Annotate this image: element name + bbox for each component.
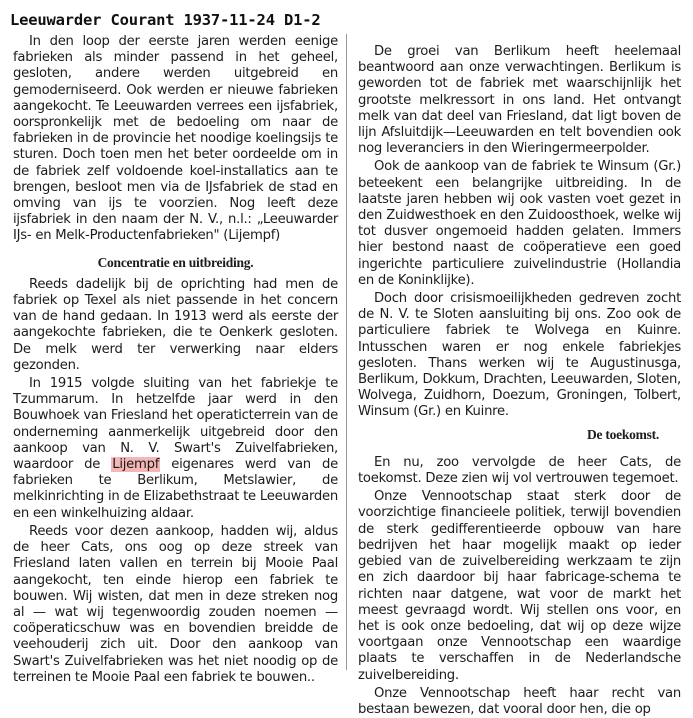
- newspaper-header: Leeuwarder Courant 1937-11-24 D1-2: [10, 11, 321, 29]
- section-heading-toekomst: De toekomst.: [587, 426, 659, 442]
- left-paragraph-2: Reeds dadelijk bij de oprichting had men de fabriek op Texel als niet passende in het concern van de hand gedaan. In 1913 werd als eerste der aangekochte fabrieken, die te Oenkerk gesloten. De melk werd ter verwerking naar elders gezonden.: [13, 276, 338, 373]
- left-paragraph-4: Reeds voor dezen aankoop, hadden wij, aldus de heer Cats, ons oog op deze streek van Friesland laten vallen en terrein bij Mooie Paal aangekocht, ten einde hierop een fabriek te bouwen. Wij wisten, dat men in deze streken nog al — wat wij tegenwoordig zouden noemen — coöperaticschuw was en bovendien breidde de veehouderij zich uit. Door den aankoop van Swart's Zuivelfabrieken was het niet noodig op de terreinen te Mooie Paal een fabriek te bouwen..: [13, 523, 338, 685]
- left-paragraph-3-end: eigenares werd van de fabrieken te Berlikum, Metslawier, de melkinrichting in de Elizabethstraat te Leeuwarden en een winkelhuizing aldaar.: [13, 457, 338, 521]
- right-paragraph-3: Doch door crisismoeilijkheden gedreven zocht de N. V. te Sloten aansluiting bij ons. Zoo ook de particuliere fabriek te Wolvega en Kuinre. Intusschen waren er nog enkele fabriekjes gesloten. Thans werken wij te Augustinusga, Berlikum, Dokkum, Drachten, Leeuwarden, Sloten, Wolvega, Zuidhorn, Doezum, Groningen, Tolbert, Winsum (Gr.) en Kuinre.: [358, 291, 681, 420]
- right-paragraph-1: De groei van Berlikum heeft heelemaal beantwoord aan onze verwachtingen. Berlikum is geworden tot de fabriek met waarschijnlijk het grootste melkressort in ons land. Het ontvangt melk van dat deel van Friesland, dat ligt boven de lijn Afsluitdijk—Leeuwarden en telt bovendien ook nog leveranciers in den Wieringermeerpolder.: [358, 44, 681, 157]
- left-column: [13, 34, 338, 686]
- right-column: [358, 44, 681, 718]
- right-paragraph-4: En nu, zoo vervolgde de heer Cats, de toekomst. Deze zien wij vol vertrouwen tegemoet.: [358, 454, 681, 487]
- left-paragraph-3-start: In 1915 volgde sluiting van het fabriekje te Tzummarum. In hetzelfde jaar werd in den Bouwhoek van Friesland het operaticterrein van de onderneming aanmerkelijk uitgebreid door den aankoop van N. V. Swart's Zuivelfabrieken, waardoor de: [13, 376, 339, 473]
- column-divider: [346, 34, 347, 670]
- right-paragraph-2: Ook de aankoop van de fabriek te Winsum (Gr.) beteekent een belangrijke uitbreiding. In de laatste jaren hebben wij ook vasten voet gezet in den Zuidwesthoek en den Zuidoosthoek, welke wij tot dusver ongemoeid hadden gelaten. Immers hier bestond naast de coöperatieve een goed ingerichte particuliere zuivelindustrie (Hollandia en de Koninklijke).: [358, 159, 681, 288]
- highlighted-search-term: Lijempf: [112, 457, 160, 473]
- left-paragraph-1: In den loop der eerste jaren werden eenige fabrieken als minder passend in het geheel, gesloten, andere werden uitgebreid en gemoderniseerd. Ook werden er nieuwe fabrieken aangekocht. Te Leeuwarden verrees een ijsfabriek, oorspronkelijk met de bedoeling om naar de fabrieken in de provincie het noodige koelingsijs te sturen. Doch toen men het beter oordeelde om in de fabriek zelf voldoende koel-installatics aan te brengen, besloot men via de IJsfabriek de stad en omving van ijs te voorzien. Nog leeft deze ijsfabriek in den naam der N. V., n.l.: „Leeuwarder IJs- en Melk-Productenfabrieken" (Lijempf): [13, 34, 338, 244]
- left-paragraph-3: [13, 376, 338, 522]
- right-paragraph-6: Onze Vennootschap heeft haar recht van bestaan bewezen, dat vooral door hen, die op: [358, 685, 681, 717]
- right-paragraph-5: Onze Vennootschap staat sterk door de voorzichtige financieele politiek, terwijl bovendien de sterk gedifferentieerde opbouw van hare bedrijven het haar mogelijk maakt op ieder gebied van de zuivelbereiding werkzaam te zijn en zich daardoor bij haar fabricage-schema te richten naar datgene, wat voor de markt het meest gevraagd wordt. Wij stellen ons voor, en het is ook onze bedoeling, dat wij op deze wijze voortgaan onze Vennootschap een waardige plaats te verschaffen in de Nederlandsche zuivelbereiding.: [358, 489, 681, 683]
- section-heading-concentratie: Concentratie en uitbreiding.: [97, 254, 254, 270]
